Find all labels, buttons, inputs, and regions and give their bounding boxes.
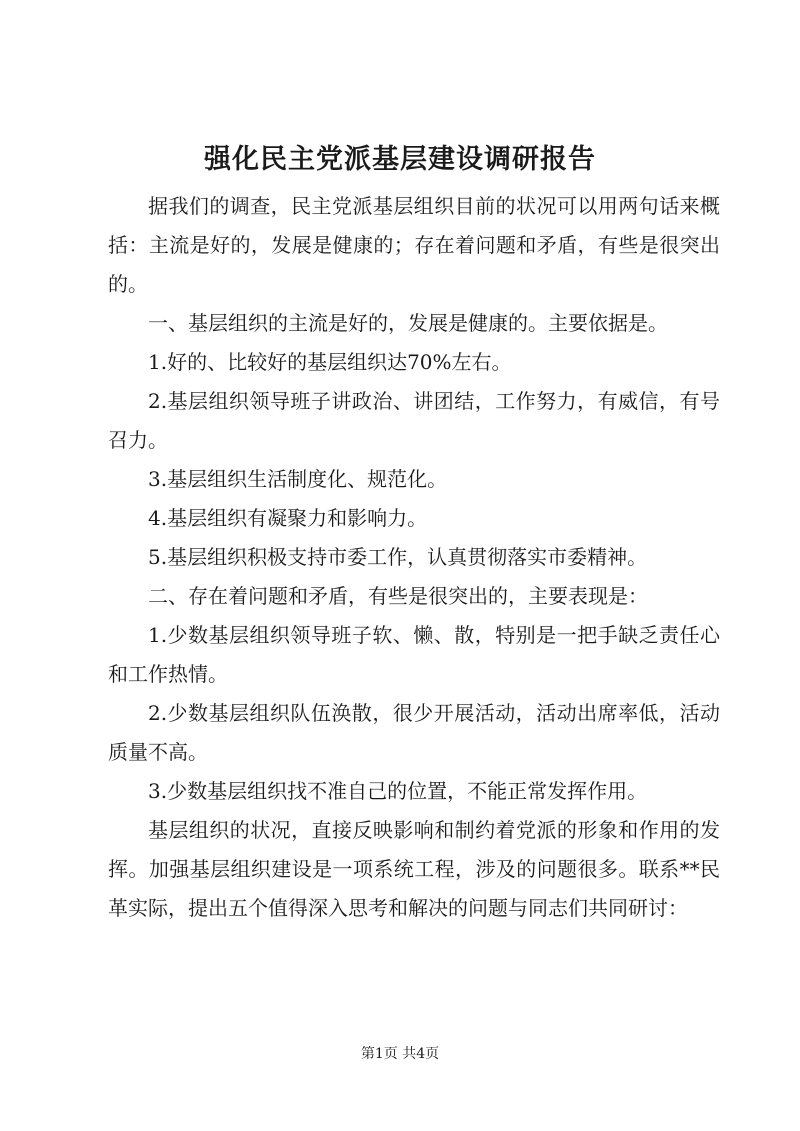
paragraph-section-one-heading: 一、基层组织的主流是好的，发展是健康的。主要依据是。 (148, 311, 668, 335)
paragraph-point-3: 3.基层组织生活制度化、规范化。 (148, 467, 448, 491)
paragraph-problem-2: 2.少数基层组织队伍涣散，很少开展活动，活动出席率低，活动质量不高。 (108, 701, 720, 764)
paragraph-point-1: 1.好的、比较好的基层组织达70%左右。 (148, 350, 512, 374)
paragraph-problem-3: 3.少数基层组织找不准自己的位置，不能正常发挥作用。 (148, 779, 648, 803)
paragraph-point-4: 4.基层组织有凝聚力和影响力。 (148, 506, 428, 530)
page-number-footer: 第1页 共4页 (360, 1046, 440, 1062)
paragraph-problem-1: 1.少数基层组织领导班子软、懒、散，特别是一把手缺乏责任心和工作热情。 (108, 623, 720, 686)
paragraph-section-two-heading: 二、存在着问题和矛盾，有些是很突出的，主要表现是： (148, 584, 648, 608)
paragraph-conclusion: 基层组织的状况，直接反映影响和制约着党派的形象和作用的发挥。加强基层组织建设是一项系统工程，涉及的问题很多。联系**民革实际，提出五个值得深入思考和解决的问题与同志们共同研讨： (108, 818, 720, 920)
paragraph-intro: 据我们的调查，民主党派基层组织目前的状况可以用两句话来概括：主流是好的，发展是健康的；存在着问题和矛盾，有些是很突出的。 (108, 194, 720, 296)
document-body (108, 187, 720, 928)
document-title: 强化民主党派基层建设调研报告 (204, 144, 596, 175)
paragraph-point-5: 5.基层组织积极支持市委工作，认真贯彻落实市委精神。 (148, 545, 648, 569)
paragraph-point-2: 2.基层组织领导班子讲政治、讲团结，工作努力，有威信，有号召力。 (108, 389, 720, 452)
